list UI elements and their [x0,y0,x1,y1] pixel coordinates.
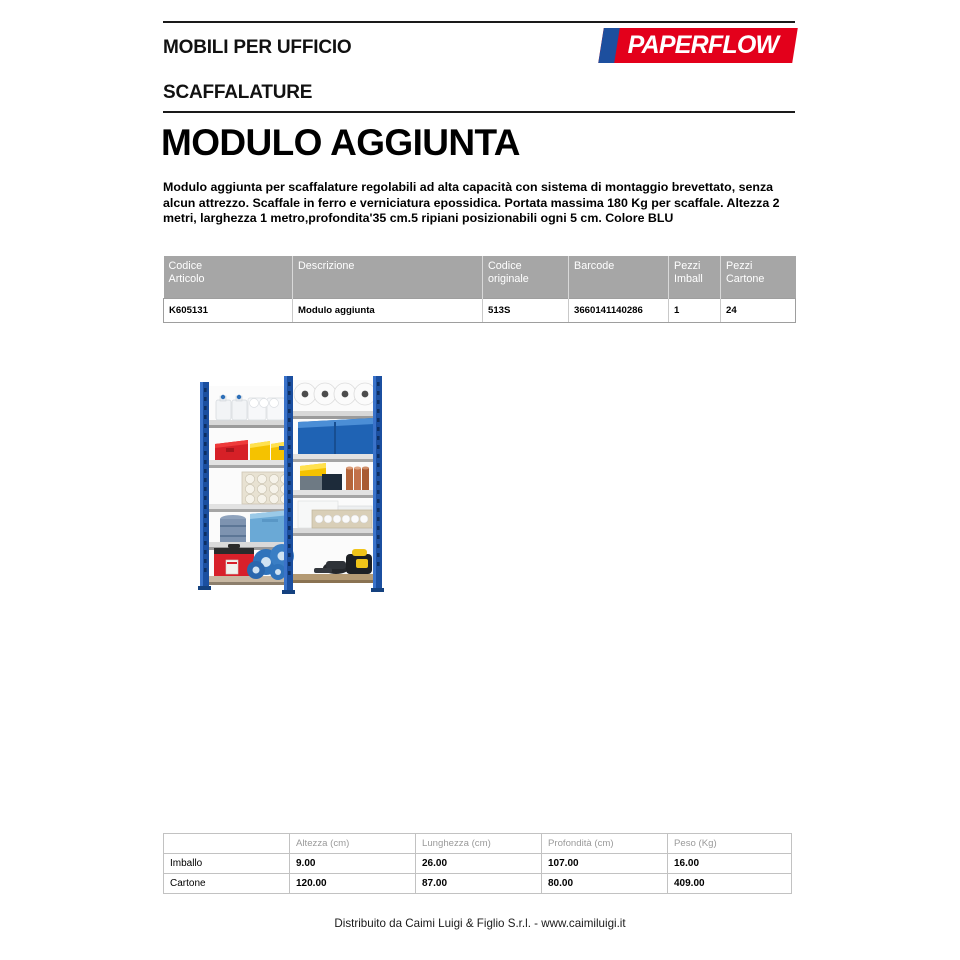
dim-imballo-peso: 16.00 [668,854,792,874]
col-header-codice-originale [483,256,569,299]
dim-col-header-peso: Peso (Kg) [668,834,792,854]
dim-row-label-cartone: Cartone [164,874,290,894]
col-header-line2: Articolo [168,273,205,285]
col-header-pezzi-cartone [721,256,796,299]
dimensions-header-row [164,834,792,854]
page-title: MODULO AGGIUNTA [161,122,520,163]
col-header-codice-articolo [164,256,293,299]
col-header-line1: Pezzi [674,260,701,272]
cell-codice-articolo: K605131 [164,299,293,323]
dim-col-header-altezza: Altezza (cm) [290,834,416,854]
logo-text: PAPERFLOW [627,31,779,59]
product-description: Modulo aggiunta per scaffalature regolabili ad alta capacità con sistema di montaggio brevettato, senza alcun attrezzo. Scaffale in ferro e verniciatura epossidica. Portata massima 180 Kg per scaffale. Altezza 2 metri, larghezza 1 metro,profondita'35 cm.5 ripiani posizionabili ogni 5 cm. Colore BLU [163,180,780,226]
category-primary: MOBILI PER UFFICIO [163,37,352,58]
col-header-line1: Codice [168,260,203,272]
cell-pezzi-imball: 1 [669,299,721,323]
col-header-line1: Codice [488,260,522,272]
col-header-line2: originale [488,273,529,285]
col-header-descrizione [293,256,483,299]
cell-pezzi-cartone: 24 [721,299,796,323]
header-bottom-rule [163,111,795,113]
dim-col-header-profondita: Profondità (cm) [542,834,668,854]
dim-imballo-altezza: 9.00 [290,854,416,874]
dim-cartone-peso: 409.00 [668,874,792,894]
paperflow-logo [598,28,798,63]
category-secondary: SCAFFALATURE [163,82,313,103]
dim-cartone-altezza: 120.00 [290,874,416,894]
dim-cartone-lunghezza: 87.00 [416,874,542,894]
cell-barcode: 3660141140286 [569,299,669,323]
cell-descrizione: Modulo aggiunta [293,299,483,323]
cell-codice-originale: 513S [483,299,569,323]
dim-imballo-lunghezza: 26.00 [416,854,542,874]
shelving-illustration [186,356,400,610]
dimensions-table [163,833,792,894]
dim-cartone-profondita: 80.00 [542,874,668,894]
col-header-barcode [569,256,669,299]
col-header-line2: Cartone [726,273,765,285]
col-header-pezzi-imball [669,256,721,299]
header-top-rule [163,21,795,23]
col-header-line1: Barcode [574,260,615,272]
col-header-line1: Descrizione [298,260,355,272]
table-row [164,874,792,894]
table-row [164,299,796,323]
product-photo [186,356,400,610]
dim-imballo-profondita: 107.00 [542,854,668,874]
article-table-header-row [164,256,796,299]
col-header-line1: Pezzi [726,260,753,272]
dim-row-label-imballo: Imballo [164,854,290,874]
table-row [164,854,792,874]
footer-text: Distribuito da Caimi Luigi & Figlio S.r.l. - www.caimiluigi.it [334,917,626,930]
dim-col-header-blank [164,834,290,854]
article-table [163,256,796,323]
col-header-line2: Imball [674,273,703,285]
dim-col-header-lunghezza: Lunghezza (cm) [416,834,542,854]
